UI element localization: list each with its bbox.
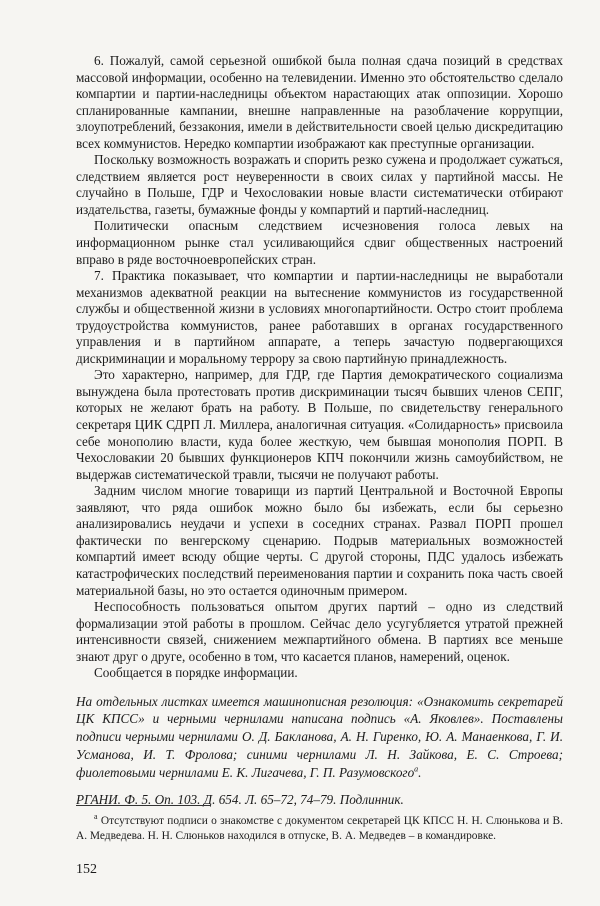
paragraph-opposition: Поскольку возможность возражать и спорить резко сужена и продолжает сужаться, следствием является рост неуверенности в своих силах у партийной массы. Не случайно в Польше, ГДР и Чехословакии новые власти систематически отбирают издательства, газеты, бумажные фонды у компартий и партий-наследниц.	[76, 152, 563, 217]
paragraph-hindsight: Задним числом многие товарищи из партий Центральной и Восточной Европы заявляют, что ряда ошибок можно было бы избежать, если бы серьезно анализировались неудачи и успехи в соседних странах. Развал ПОРП прошел фактически по венгерскому сценарию. Подрыв материальных возможностей компартий имеет всюду общие черты. С другой стороны, ПДС удалось избежать катастрофических последствий переименования партии и сохранить пока часть своей материальной базы, но это остается одиночным примером.	[76, 483, 563, 598]
footnote	[76, 814, 563, 844]
archive-note-marker: а	[414, 764, 419, 774]
archive-note-text: На отдельных листках имеется машинописная резолюция: «Ознакомить секретарей ЦК КПСС» и черными чернилами написана подпись «А. Яковлев». Поставлены подписи черными чернилами О. Д. Бакланова, А. Н. Гиренко, Ю. А. Манаенкова, Г. И. Усманова, И. Т. Фролова; синими чернилами Л. Н. Зайкова, Е. С. Строева; фиолетовыми чернилами Е. К. Лигачева, Г. П. Разумовского	[76, 693, 563, 780]
footnote-divider	[76, 805, 211, 806]
footnote-marker: а	[94, 812, 98, 822]
paragraph-gdr: Это характерно, например, для ГДР, где Партия демократического социализма вынуждена была протестовать против дискриминации тысяч бывших членов СЕПГ, которых не желают брать на работу. В Польше, по свидетельству генерального секретаря ЦИК СДРП Л. Миллера, аналогичная ситуация. «Солидарность» присвоила себе монополию власти, куда более жесткую, чем бывшая монополия ПОРП. В Чехословакии 20 бывших функционеров КПЧ покончили жизнь самоубийством, не выдержав систематической травли, тысячи не получают работы.	[76, 367, 563, 482]
page-number: 152	[76, 862, 97, 877]
paragraph-experience: Неспособность пользоваться опытом других партий – одно из следствий формализации этой работы в прошлом. Сейчас дело усугубляется утратой прежней интенсивности связей, снижением межпартийного обмена. В партиях все меньше знают друг о друге, особенно в том, что касается планов, намерений, оценок.	[76, 599, 563, 664]
archive-note	[76, 693, 563, 782]
paragraph-closing: Сообщается в порядке информации.	[94, 665, 298, 681]
footnote-text: Отсутствуют подписи о знакомстве с документом секретарей ЦК КПСС Н. Н. Слюнькова и В. А. Медведева. Н. Н. Слюньков находился в отпуске, В. А. Медведев – в командировке.	[76, 815, 563, 842]
archive-source: РГАНИ. Ф. 5. Оп. 103. Д. 654. Л. 65–72, 74–79. Подлинник.	[76, 792, 404, 808]
archive-note-end: .	[418, 764, 422, 780]
paragraph-7: 7. Практика показывает, что компартии и партии-наследницы не выработали механизмов адекватной реакции на вытеснение коммунистов из государственной службы и общественной жизни в условиях многопартийности. Остро стоит проблема трудоустройства коммунистов, ранее работавших в органах государственного управления и в партийном аппарате, а теперь зачастую подвергающихся дискриминации и моральному террору за свою партийную принадлежность.	[76, 268, 563, 366]
paragraph-6: 6. Пожалуй, самой серьезной ошибкой была полная сдача позиций в средствах массовой информации, особенно на телевидении. Именно это обстоятельство сделало компартии и партии-наследницы объектом нарастающих атак оппозиции. Хорошо спланированные кампании, внешне направленные на разоблачение коррупции, злоупотреблений, беззакония, имели в действительности своей целью дискредитацию всех коммунистов. Нередко компартии изображают как преступные организации.	[76, 53, 563, 151]
main-text	[76, 53, 563, 808]
paragraph-left-voice: Политически опасным следствием исчезновения голоса левых на информационном рынке стал усиливающийся сдвиг общественных настроений вправо в ряде восточноевропейских стран.	[76, 218, 563, 267]
